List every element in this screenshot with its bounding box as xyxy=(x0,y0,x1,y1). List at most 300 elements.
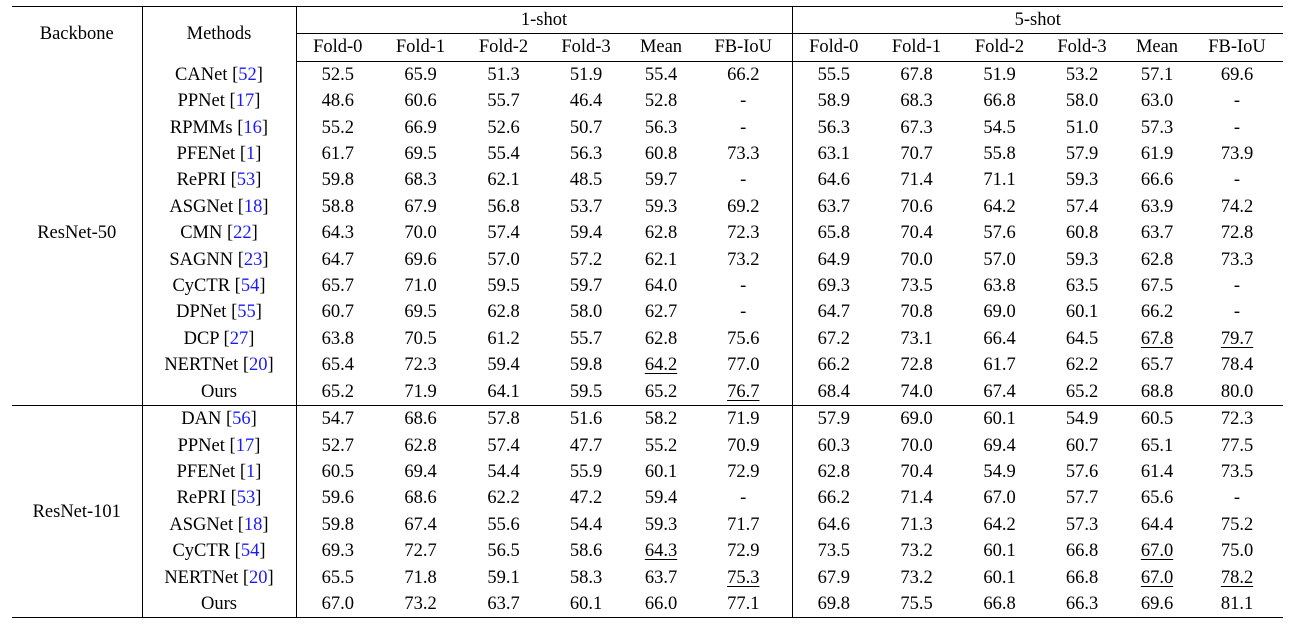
value-text: 58.2 xyxy=(644,409,678,430)
value-cell xyxy=(958,459,1041,485)
value-cell xyxy=(379,565,462,591)
value-cell xyxy=(1123,379,1191,406)
value-cell xyxy=(379,115,462,141)
value-cell xyxy=(1191,61,1283,88)
value-text: 67.9 xyxy=(817,567,850,588)
value-cell xyxy=(1123,88,1191,114)
value-text: - xyxy=(1233,276,1241,297)
method-cell: ASGNet [18] xyxy=(142,512,296,538)
value-text: 69.5 xyxy=(404,144,437,165)
value-cell xyxy=(1191,220,1283,246)
value-text: 73.5 xyxy=(1220,461,1254,482)
value-text: 63.7 xyxy=(644,567,678,588)
table-row xyxy=(12,88,1283,114)
value-text: 61.2 xyxy=(487,328,520,349)
value-cell xyxy=(695,565,792,591)
value-text: 63.7 xyxy=(487,593,520,614)
table-row xyxy=(12,61,1283,88)
value-cell xyxy=(545,115,627,141)
citation-link[interactable]: 54 xyxy=(240,541,260,562)
value-cell xyxy=(627,406,695,433)
value-cell xyxy=(875,352,958,378)
value-cell xyxy=(695,591,792,618)
col-header-fold2: Fold-2 xyxy=(462,34,545,61)
value-text: 65.4 xyxy=(321,355,354,376)
value-cell xyxy=(1123,512,1191,538)
value-text: 69.4 xyxy=(983,435,1016,456)
citation-link[interactable]: 27 xyxy=(229,328,249,349)
value-cell xyxy=(379,167,462,193)
value-cell xyxy=(695,512,792,538)
value-text: 60.7 xyxy=(321,302,354,323)
citation-link[interactable]: 56 xyxy=(232,409,251,430)
value-cell xyxy=(296,326,379,352)
value-cell xyxy=(296,247,379,273)
value-text: 56.3 xyxy=(817,117,850,138)
value-cell xyxy=(462,379,545,406)
value-cell xyxy=(1123,220,1191,246)
value-text: 62.8 xyxy=(644,223,678,244)
value-text: 64.3 xyxy=(321,223,354,244)
value-cell xyxy=(1041,512,1123,538)
value-cell xyxy=(792,167,875,193)
value-cell xyxy=(792,115,875,141)
value-text: 59.7 xyxy=(644,170,678,191)
value-cell xyxy=(545,485,627,511)
value-cell xyxy=(1041,88,1123,114)
value-text: 56.3 xyxy=(644,117,678,138)
value-text: 60.1 xyxy=(569,593,603,614)
method-name: CANet xyxy=(175,64,228,85)
method-cell: NERTNet [20] xyxy=(142,565,296,591)
value-text: 77.1 xyxy=(727,593,760,614)
value-cell xyxy=(379,538,462,564)
value-cell xyxy=(1191,167,1283,193)
value-text: 55.7 xyxy=(487,91,520,112)
citation-link[interactable]: 53 xyxy=(236,488,256,509)
value-text: 54.7 xyxy=(321,409,354,430)
value-cell xyxy=(1123,485,1191,511)
value-text: 68.6 xyxy=(404,409,437,430)
value-text: 58.9 xyxy=(817,91,850,112)
value-text: 68.6 xyxy=(404,488,437,509)
value-text: 71.7 xyxy=(727,514,760,535)
value-cell xyxy=(1041,379,1123,406)
value-text: 59.3 xyxy=(1065,249,1099,270)
value-text: 59.5 xyxy=(569,381,603,402)
value-cell xyxy=(1041,591,1123,618)
value-text: 65.2 xyxy=(1065,381,1099,402)
value-cell xyxy=(695,61,792,88)
value-cell xyxy=(462,220,545,246)
value-cell xyxy=(1041,326,1123,352)
value-cell xyxy=(627,326,695,352)
value-cell xyxy=(1191,247,1283,273)
value-text: 59.8 xyxy=(321,170,354,191)
value-cell xyxy=(695,433,792,459)
value-text: 81.1 xyxy=(1220,593,1254,614)
value-text: 73.2 xyxy=(727,249,760,270)
value-cell xyxy=(296,167,379,193)
value-text: 57.4 xyxy=(1065,196,1099,217)
value-text: 51.9 xyxy=(569,64,603,85)
value-cell xyxy=(1191,88,1283,114)
value-text: 63.8 xyxy=(321,328,354,349)
citation-link[interactable]: 20 xyxy=(249,355,268,376)
value-cell xyxy=(1123,247,1191,273)
value-text: 60.3 xyxy=(817,435,850,456)
table-row xyxy=(12,167,1283,193)
table-header xyxy=(12,7,1283,62)
value-cell xyxy=(296,459,379,485)
value-text: 68.8 xyxy=(1140,381,1174,402)
value-cell xyxy=(296,88,379,114)
value-cell xyxy=(1191,565,1283,591)
value-text: 67.3 xyxy=(900,117,933,138)
value-text: 46.4 xyxy=(569,91,603,112)
citation-link[interactable]: 18 xyxy=(243,196,263,217)
value-text: 62.1 xyxy=(487,170,520,191)
table-row xyxy=(12,538,1283,564)
value-text: 70.5 xyxy=(404,328,437,349)
value-cell xyxy=(792,88,875,114)
value-cell xyxy=(296,194,379,220)
value-cell xyxy=(379,591,462,618)
value-text: 69.3 xyxy=(817,276,850,297)
method-cell xyxy=(142,591,296,618)
value-text: 72.7 xyxy=(404,541,437,562)
value-text: 66.8 xyxy=(1065,541,1099,562)
value-text: 69.2 xyxy=(727,196,760,217)
value-cell xyxy=(462,88,545,114)
value-cell xyxy=(545,326,627,352)
value-cell xyxy=(958,141,1041,167)
value-cell xyxy=(296,591,379,618)
value-text: 55.9 xyxy=(569,461,603,482)
value-text: 70.0 xyxy=(404,223,437,244)
value-text: 74.0 xyxy=(900,381,933,402)
method-cell xyxy=(142,379,296,406)
value-cell xyxy=(1041,220,1123,246)
value-cell xyxy=(695,273,792,299)
value-text: 61.9 xyxy=(1140,144,1174,165)
value-cell xyxy=(627,591,695,618)
value-text: - xyxy=(740,302,747,323)
value-cell xyxy=(695,406,792,433)
value-cell xyxy=(545,61,627,88)
citation-link[interactable]: 53 xyxy=(236,170,256,191)
value-text: 52.8 xyxy=(644,91,678,112)
table-row xyxy=(12,459,1283,485)
value-cell xyxy=(1041,538,1123,564)
value-cell xyxy=(1123,194,1191,220)
value-text: - xyxy=(1233,91,1241,112)
value-cell xyxy=(1191,538,1283,564)
method-cell: CyCTR [54] xyxy=(142,538,296,564)
value-cell xyxy=(1191,591,1283,618)
value-text: 60.7 xyxy=(1065,435,1099,456)
method-name: CyCTR xyxy=(172,276,231,297)
value-cell xyxy=(379,459,462,485)
value-cell xyxy=(379,433,462,459)
value-cell xyxy=(1191,326,1283,352)
value-cell xyxy=(627,538,695,564)
method-name: DAN xyxy=(181,409,222,430)
value-cell xyxy=(792,326,875,352)
value-cell xyxy=(296,273,379,299)
value-cell xyxy=(627,141,695,167)
value-text: 55.2 xyxy=(644,435,678,456)
value-text: 60.1 xyxy=(983,409,1016,430)
value-cell xyxy=(627,273,695,299)
citation-link[interactable]: 55 xyxy=(237,302,256,323)
method-name: Ours xyxy=(201,593,237,614)
value-text: 59.8 xyxy=(321,514,354,535)
value-text: 75.3 xyxy=(727,567,760,588)
value-cell xyxy=(695,379,792,406)
value-cell xyxy=(462,61,545,88)
value-text: 56.8 xyxy=(487,196,520,217)
value-text: 55.2 xyxy=(321,117,354,138)
value-cell xyxy=(875,591,958,618)
value-text: 70.6 xyxy=(900,196,933,217)
value-text: 53.2 xyxy=(1065,64,1099,85)
citation-link[interactable]: 22 xyxy=(233,223,252,244)
value-text: - xyxy=(740,276,747,297)
value-cell xyxy=(296,379,379,406)
col-header-fold0: Fold-0 xyxy=(792,34,875,61)
value-cell xyxy=(1123,167,1191,193)
method-name: CyCTR xyxy=(172,541,231,562)
value-text: 55.7 xyxy=(569,328,603,349)
value-text: 59.4 xyxy=(487,355,520,376)
value-cell xyxy=(1041,565,1123,591)
table-row xyxy=(12,485,1283,511)
value-cell xyxy=(462,141,545,167)
value-cell xyxy=(1123,141,1191,167)
value-text: 74.2 xyxy=(1220,196,1254,217)
value-cell xyxy=(958,379,1041,406)
value-cell xyxy=(296,61,379,88)
value-text: 69.0 xyxy=(900,409,933,430)
value-cell xyxy=(695,352,792,378)
value-text: 70.7 xyxy=(900,144,933,165)
method-name: DCP xyxy=(183,328,219,349)
method-cell: PPNet [17] xyxy=(142,433,296,459)
value-cell xyxy=(792,379,875,406)
value-cell xyxy=(545,565,627,591)
value-text: 62.2 xyxy=(487,488,520,509)
value-text: 62.8 xyxy=(644,328,678,349)
value-text: 69.5 xyxy=(404,302,437,323)
value-cell xyxy=(875,141,958,167)
value-cell xyxy=(379,247,462,273)
value-text: 78.2 xyxy=(1220,567,1254,588)
citation-link[interactable]: 17 xyxy=(235,435,255,456)
value-text: - xyxy=(740,170,747,191)
value-cell xyxy=(792,512,875,538)
value-cell xyxy=(958,167,1041,193)
value-text: 65.2 xyxy=(321,381,354,402)
value-cell xyxy=(875,247,958,273)
col-header-mean: Mean xyxy=(1123,34,1191,61)
table-row xyxy=(12,273,1283,299)
value-text: 75.0 xyxy=(1220,541,1254,562)
value-cell xyxy=(462,299,545,325)
value-cell xyxy=(379,299,462,325)
value-cell xyxy=(296,433,379,459)
method-cell: CANet [52] xyxy=(142,61,296,88)
value-cell xyxy=(627,565,695,591)
value-cell xyxy=(875,220,958,246)
method-cell: SAGNN [23] xyxy=(142,247,296,273)
value-text: 71.9 xyxy=(727,409,760,430)
value-text: 64.9 xyxy=(817,249,850,270)
value-cell xyxy=(1123,459,1191,485)
value-text: 73.3 xyxy=(1220,249,1254,270)
value-cell xyxy=(462,326,545,352)
citation-link[interactable]: 20 xyxy=(249,567,268,588)
value-cell xyxy=(296,538,379,564)
value-text: 69.6 xyxy=(1140,593,1174,614)
value-text: 68.4 xyxy=(817,381,850,402)
value-text: 63.7 xyxy=(817,196,850,217)
value-text: 71.1 xyxy=(983,170,1016,191)
value-text: 47.2 xyxy=(569,488,603,509)
value-text: 59.1 xyxy=(487,567,520,588)
value-text: 73.9 xyxy=(1220,144,1254,165)
col-header-fold1: Fold-1 xyxy=(875,34,958,61)
value-cell xyxy=(1041,273,1123,299)
value-text: 56.5 xyxy=(487,541,520,562)
citation-link[interactable]: 1 xyxy=(245,461,256,482)
value-text: 48.6 xyxy=(321,91,354,112)
table-row xyxy=(12,141,1283,167)
value-cell xyxy=(792,433,875,459)
value-text: 65.8 xyxy=(817,223,850,244)
value-text: 65.5 xyxy=(321,567,354,588)
value-text: 57.9 xyxy=(817,409,850,430)
value-cell xyxy=(545,247,627,273)
value-cell xyxy=(627,485,695,511)
table-body xyxy=(12,61,1283,618)
citation-link[interactable]: 52 xyxy=(238,64,257,85)
value-text: 52.6 xyxy=(487,117,520,138)
value-cell xyxy=(1123,406,1191,433)
value-cell xyxy=(792,538,875,564)
method-name: ASGNet xyxy=(169,514,234,535)
method-cell: ASGNet [18] xyxy=(142,194,296,220)
value-cell xyxy=(1123,352,1191,378)
value-text: 57.7 xyxy=(1065,488,1099,509)
value-text: 71.4 xyxy=(900,170,933,191)
table-row xyxy=(12,565,1283,591)
value-text: 66.0 xyxy=(644,593,678,614)
value-text: 62.8 xyxy=(404,435,437,456)
value-text: 62.8 xyxy=(487,302,520,323)
value-cell xyxy=(792,352,875,378)
value-cell xyxy=(695,299,792,325)
value-text: 70.9 xyxy=(727,435,760,456)
value-cell xyxy=(545,88,627,114)
citation-link[interactable]: 54 xyxy=(240,276,260,297)
method-name: PPNet xyxy=(177,91,225,112)
value-cell xyxy=(545,433,627,459)
value-text: 77.0 xyxy=(727,355,760,376)
value-cell xyxy=(792,565,875,591)
citation-link[interactable]: 17 xyxy=(235,91,255,112)
value-cell xyxy=(958,565,1041,591)
value-text: 67.0 xyxy=(1140,567,1174,588)
value-text: 77.5 xyxy=(1220,435,1254,456)
value-cell xyxy=(958,485,1041,511)
value-cell xyxy=(792,591,875,618)
table-row xyxy=(12,406,1283,433)
table-row xyxy=(12,326,1283,352)
value-cell xyxy=(379,406,462,433)
value-cell xyxy=(627,247,695,273)
value-text: 66.8 xyxy=(983,91,1016,112)
value-cell xyxy=(695,220,792,246)
col-header-fold2: Fold-2 xyxy=(958,34,1041,61)
value-cell xyxy=(379,352,462,378)
value-text: 66.2 xyxy=(1140,302,1174,323)
value-cell xyxy=(695,167,792,193)
col-header-mean: Mean xyxy=(627,34,695,61)
value-text: 62.8 xyxy=(1140,249,1174,270)
citation-link[interactable]: 23 xyxy=(243,249,263,270)
value-text: 66.9 xyxy=(404,117,437,138)
method-name: Ours xyxy=(201,381,237,402)
value-text: 67.0 xyxy=(1140,541,1174,562)
value-text: 57.4 xyxy=(487,223,520,244)
method-name: DPNet xyxy=(176,302,227,323)
value-text: 76.7 xyxy=(727,381,760,402)
value-cell xyxy=(296,299,379,325)
value-text: 54.9 xyxy=(983,461,1016,482)
method-name: PPNet xyxy=(177,435,225,456)
table-row xyxy=(12,512,1283,538)
value-cell xyxy=(958,512,1041,538)
value-cell xyxy=(1191,352,1283,378)
value-text: 54.9 xyxy=(1065,409,1099,430)
value-cell xyxy=(792,247,875,273)
value-cell xyxy=(462,565,545,591)
value-text: 66.2 xyxy=(817,488,850,509)
value-text: 51.0 xyxy=(1065,117,1099,138)
citation-link[interactable]: 18 xyxy=(243,514,263,535)
value-cell xyxy=(958,433,1041,459)
table-row xyxy=(12,352,1283,378)
value-text: 54.4 xyxy=(487,461,520,482)
value-cell xyxy=(875,379,958,406)
method-cell: RPMMs [16] xyxy=(142,115,296,141)
value-cell xyxy=(1123,326,1191,352)
results-table-container xyxy=(12,6,1283,618)
value-cell xyxy=(958,273,1041,299)
value-cell xyxy=(1191,141,1283,167)
value-text: 63.1 xyxy=(817,144,850,165)
value-text: 60.8 xyxy=(644,144,678,165)
value-text: 64.1 xyxy=(487,381,520,402)
value-text: 73.1 xyxy=(900,328,933,349)
value-cell xyxy=(379,88,462,114)
value-cell xyxy=(627,115,695,141)
citation-link[interactable]: 16 xyxy=(243,117,262,138)
value-text: 54.4 xyxy=(569,514,603,535)
value-text: 66.6 xyxy=(1140,170,1174,191)
citation-link[interactable]: 1 xyxy=(245,144,256,165)
